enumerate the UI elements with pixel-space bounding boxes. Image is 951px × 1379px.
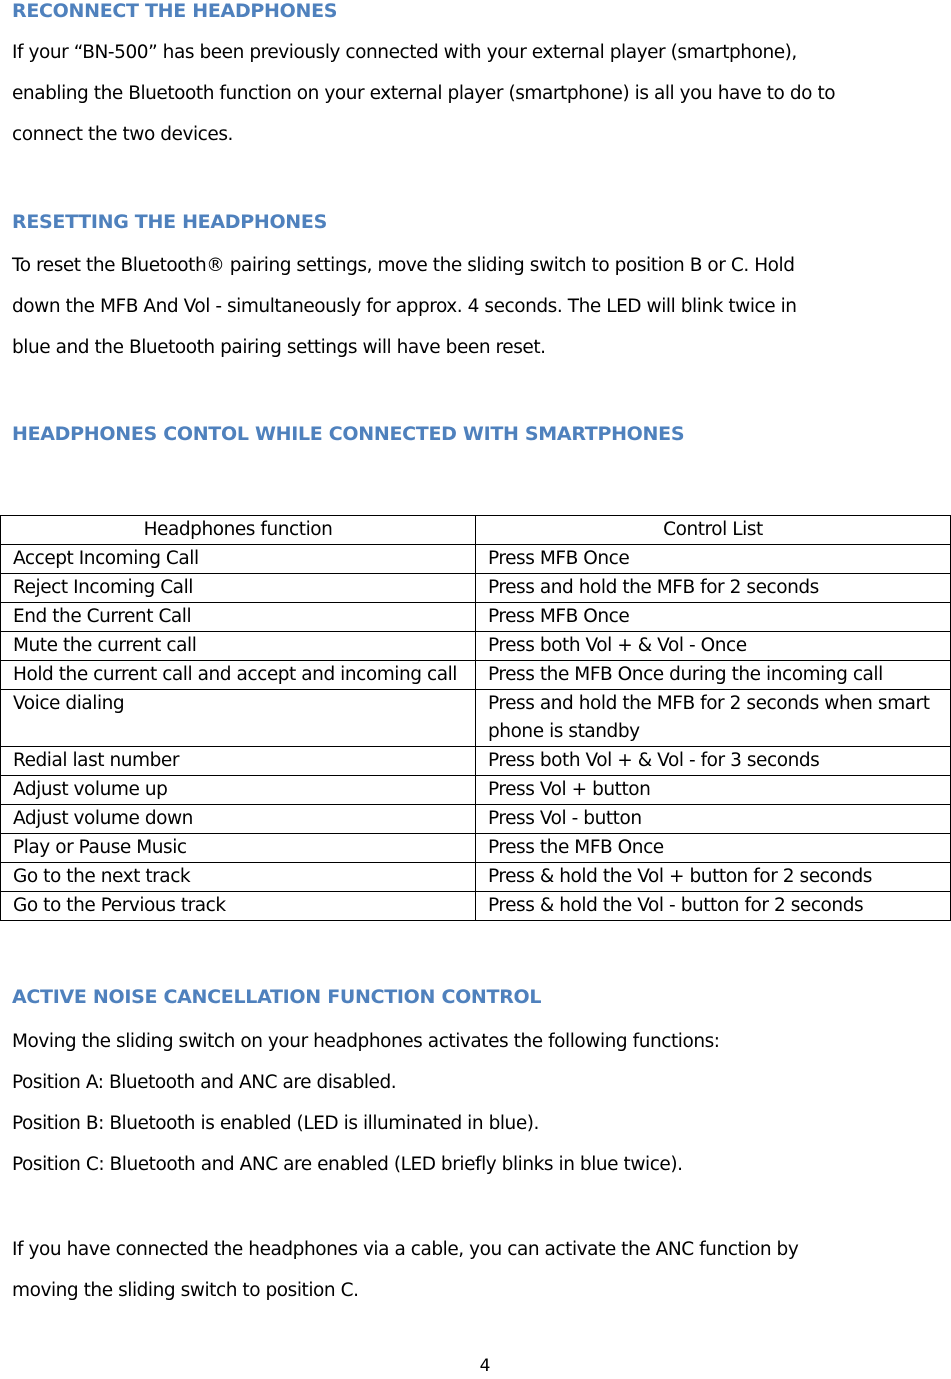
controls-table <box>0 515 951 921</box>
table-row <box>1 747 951 776</box>
anc-line: Moving the sliding switch on your headphones activates the following functions: <box>12 1031 720 1052</box>
control-cell: Press Vol - button <box>476 805 951 834</box>
control-cell: Press Vol + button <box>476 776 951 805</box>
function-cell: Go to the Pervious track <box>1 892 476 921</box>
table-row <box>1 834 951 863</box>
anc-line: Position A: Bluetooth and ANC are disabled. <box>12 1072 397 1093</box>
page-number: 4 <box>479 1356 491 1376</box>
reconnect-paragraph <box>12 32 947 155</box>
reconnect-line: connect the two devices. <box>12 124 233 145</box>
table-row <box>1 574 951 603</box>
table-row <box>1 690 951 747</box>
resetting-line: To reset the Bluetooth® pairing settings, move the sliding switch to position B or C. Hold <box>12 255 795 276</box>
function-cell: Mute the current call <box>1 632 476 661</box>
table-row <box>1 805 951 834</box>
table-header-row <box>1 516 951 545</box>
control-cell: Press the MFB Once during the incoming call <box>476 661 951 690</box>
control-cell: Press the MFB Once <box>476 834 951 863</box>
reconnect-line: enabling the Bluetooth function on your external player (smartphone) is all you have to do to <box>12 83 836 104</box>
function-cell: Adjust volume up <box>1 776 476 805</box>
anc-line: Position C: Bluetooth and ANC are enabled (LED briefly blinks in blue twice). <box>12 1154 683 1175</box>
control-heading: HEADPHONES CONTOL WHILE CONNECTED WITH SMARTPHONES <box>12 423 685 445</box>
anc-line: Position B: Bluetooth is enabled (LED is illuminated in blue). <box>12 1113 539 1134</box>
table-row <box>1 863 951 892</box>
table-row <box>1 603 951 632</box>
table-row <box>1 892 951 921</box>
control-cell: Press & hold the Vol - button for 2 seconds <box>476 892 951 921</box>
function-cell: Adjust volume down <box>1 805 476 834</box>
control-cell: Press and hold the MFB for 2 seconds <box>476 574 951 603</box>
control-cell: Press both Vol + & Vol - for 3 seconds <box>476 747 951 776</box>
control-cell: Press MFB Once <box>476 603 951 632</box>
table-row <box>1 632 951 661</box>
column-header-function: Headphones function <box>1 516 476 545</box>
column-header-control: Control List <box>476 516 951 545</box>
cable-paragraph <box>12 1229 947 1311</box>
control-cell: Press both Vol + & Vol - Once <box>476 632 951 661</box>
cable-line: If you have connected the headphones via a cable, you can activate the ANC function by <box>12 1239 799 1260</box>
anc-paragraph <box>12 1021 947 1185</box>
resetting-line: blue and the Bluetooth pairing settings will have been reset. <box>12 337 546 358</box>
function-cell: Accept Incoming Call <box>1 545 476 574</box>
function-cell: Reject Incoming Call <box>1 574 476 603</box>
function-cell: Hold the current call and accept and incoming call <box>1 661 476 690</box>
control-cell: Press MFB Once <box>476 545 951 574</box>
cable-line: moving the sliding switch to position C. <box>12 1280 359 1301</box>
table-row <box>1 545 951 574</box>
resetting-line: down the MFB And Vol - simultaneously for approx. 4 seconds. The LED will blink twice in <box>12 296 797 317</box>
reconnect-heading: RECONNECT THE HEADPHONES <box>12 0 338 22</box>
function-cell: Voice dialing <box>1 690 476 747</box>
function-cell: Play or Pause Music <box>1 834 476 863</box>
resetting-paragraph <box>12 245 947 368</box>
control-cell: Press and hold the MFB for 2 seconds when smart phone is standby <box>476 690 951 747</box>
table-row <box>1 661 951 690</box>
table-row <box>1 776 951 805</box>
resetting-heading: RESETTING THE HEADPHONES <box>12 211 327 233</box>
reconnect-line: If your “BN-500” has been previously connected with your external player (smartphone), <box>12 42 797 63</box>
control-cell: Press & hold the Vol + button for 2 seconds <box>476 863 951 892</box>
anc-heading: ACTIVE NOISE CANCELLATION FUNCTION CONTROL <box>12 986 542 1008</box>
function-cell: Go to the next track <box>1 863 476 892</box>
function-cell: End the Current Call <box>1 603 476 632</box>
function-cell: Redial last number <box>1 747 476 776</box>
